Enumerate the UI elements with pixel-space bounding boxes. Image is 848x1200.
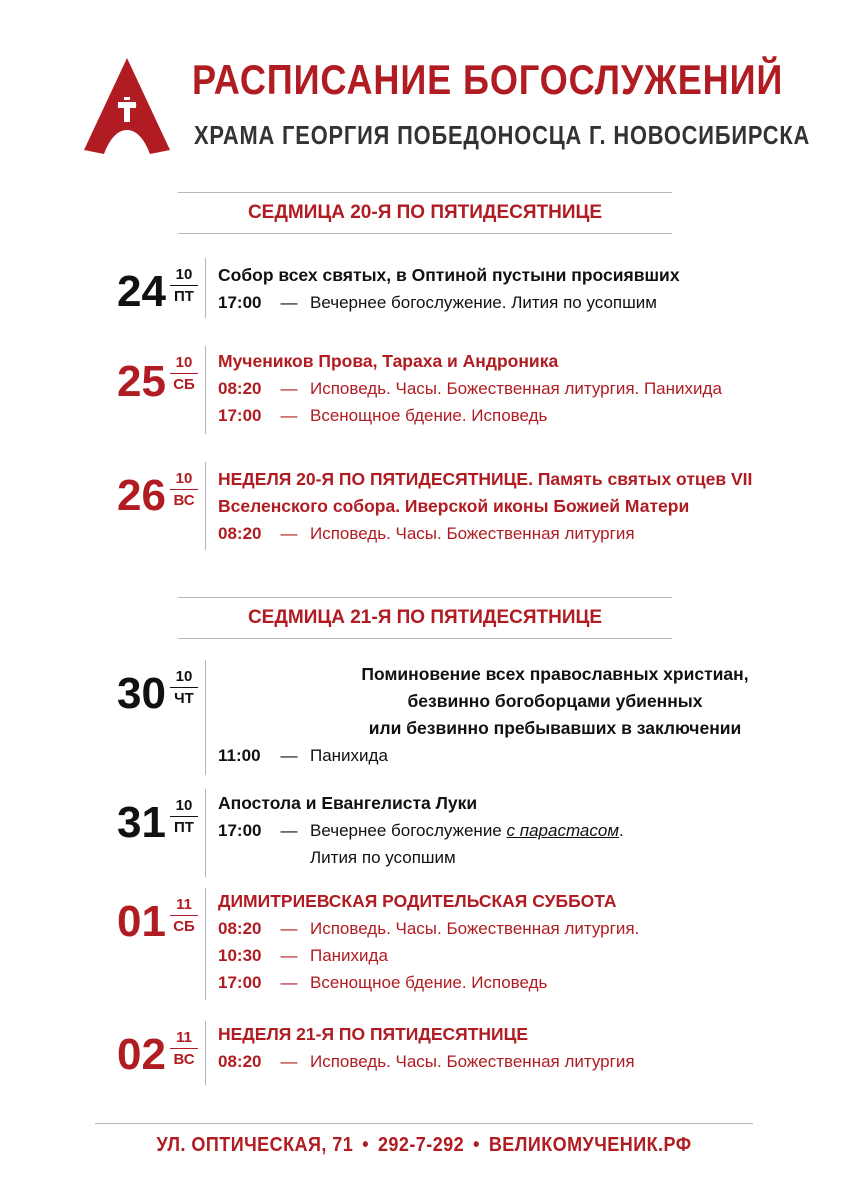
service-row bbox=[218, 969, 808, 996]
day-weekday: ВС bbox=[173, 492, 195, 509]
service-desc: Исповедь. Часы. Божественная литургия bbox=[310, 1052, 635, 1071]
footer-separator: • bbox=[473, 1134, 480, 1156]
service-time: 17:00 bbox=[218, 406, 262, 425]
service-desc-text: Вечернее богослужение bbox=[310, 821, 507, 840]
footer-address: УЛ. ОПТИЧЕСКАЯ, 71 bbox=[156, 1134, 354, 1156]
service-row bbox=[218, 375, 808, 402]
day-month: 11 bbox=[170, 1029, 198, 1049]
event-title-line: безвинно богоборцами убиенных bbox=[407, 691, 703, 711]
service-desc bbox=[310, 817, 808, 844]
service-time: 10:30 bbox=[218, 946, 262, 965]
service-desc: Исповедь. Часы. Божественная литургия. Панихида bbox=[310, 379, 722, 398]
divider bbox=[205, 789, 206, 877]
service-time: 11:00 bbox=[218, 746, 261, 765]
event-title-line: НЕДЕЛЯ 20-Я ПО ПЯТИДЕСЯТНИЦЕ. Память святых отцев VII bbox=[218, 469, 753, 489]
service-row bbox=[218, 817, 808, 844]
page-subtitle: ХРАМА ГЕОРГИЯ ПОБЕДОНОСЦА Г. НОВОСИБИРСКА bbox=[194, 120, 811, 150]
service-desc: Панихида bbox=[310, 746, 388, 765]
service-desc: Вечернее богослужение. Лития по усопшим bbox=[310, 293, 657, 312]
service-dash: — bbox=[280, 1052, 298, 1071]
service-row bbox=[218, 1048, 808, 1075]
event-title: Мучеников Прова, Тараха и Андроника bbox=[218, 351, 559, 371]
service-dash: — bbox=[280, 379, 298, 398]
service-dash: — bbox=[280, 946, 298, 965]
service-time: 08:20 bbox=[218, 379, 262, 398]
footer-contacts bbox=[42, 1134, 805, 1157]
day-number: 26 bbox=[117, 471, 166, 520]
day-month: 10 bbox=[170, 797, 198, 817]
divider bbox=[205, 258, 206, 318]
week-header: СЕДМИЦА 21-Я ПО ПЯТИДЕСЯТНИЦЕ bbox=[178, 597, 672, 639]
service-time: 08:20 bbox=[218, 524, 262, 543]
day-weekday: ПТ bbox=[174, 288, 194, 305]
day-number: 24 bbox=[117, 267, 166, 316]
page-title: РАСПИСАНИЕ БОГОСЛУЖЕНИЙ bbox=[192, 56, 784, 103]
day-weekday: ЧТ bbox=[174, 690, 194, 707]
event-title-line: или безвинно пребывавших в заключении bbox=[368, 718, 742, 738]
service-time: 17:00 bbox=[218, 973, 262, 992]
day-number: 31 bbox=[117, 798, 166, 847]
service-row bbox=[218, 520, 828, 547]
week-header: СЕДМИЦА 20-Я ПО ПЯТИДЕСЯТНИЦЕ bbox=[178, 192, 672, 234]
divider bbox=[205, 346, 206, 434]
service-desc: Панихида bbox=[310, 946, 388, 965]
service-dash: — bbox=[280, 973, 298, 992]
event-title-line: Поминовение всех православных христиан, bbox=[361, 664, 749, 684]
service-dash: — bbox=[280, 293, 298, 312]
service-desc-end: . bbox=[618, 821, 624, 840]
service-dash: — bbox=[280, 524, 298, 543]
day-month: 10 bbox=[170, 470, 198, 490]
day-number: 02 bbox=[117, 1030, 166, 1079]
event-title-line: Вселенского собора. Иверской иконы Божией Матери bbox=[218, 496, 690, 516]
service-desc: Лития по усопшим bbox=[310, 848, 456, 867]
day-month: 10 bbox=[170, 668, 198, 688]
footer-site-link[interactable]: ВЕЛИКОМУЧЕНИК.РФ bbox=[488, 1134, 692, 1156]
service-row bbox=[218, 844, 808, 871]
day-month: 10 bbox=[170, 354, 198, 374]
service-desc: Исповедь. Часы. Божественная литургия bbox=[310, 524, 635, 543]
divider bbox=[205, 888, 206, 1000]
service-row bbox=[218, 742, 808, 769]
service-row bbox=[218, 915, 808, 942]
service-row bbox=[218, 942, 808, 969]
event-title: НЕДЕЛЯ 21-Я ПО ПЯТИДЕСЯТНИЦЕ bbox=[218, 1024, 529, 1044]
day-weekday: СБ bbox=[173, 376, 195, 393]
footer-divider bbox=[95, 1123, 753, 1124]
day-month: 11 bbox=[170, 896, 198, 916]
event-title: Собор всех святых, в Оптиной пустыни просиявших bbox=[218, 265, 680, 285]
service-dash: — bbox=[280, 821, 298, 840]
divider bbox=[205, 462, 206, 550]
service-row bbox=[218, 402, 808, 429]
service-time: 17:00 bbox=[218, 293, 262, 312]
divider bbox=[205, 1021, 206, 1085]
day-number: 30 bbox=[117, 669, 166, 718]
event-title: Апостола и Евангелиста Луки bbox=[218, 793, 478, 813]
service-desc: Всенощное бдение. Исповедь bbox=[310, 973, 548, 992]
service-desc: Всенощное бдение. Исповедь bbox=[310, 406, 548, 425]
footer-separator: • bbox=[362, 1134, 369, 1156]
service-time: 08:20 bbox=[218, 919, 262, 938]
day-weekday: ВС bbox=[173, 1051, 195, 1068]
footer-phone[interactable]: 292-7-292 bbox=[377, 1134, 465, 1156]
service-time: 17:00 bbox=[218, 821, 262, 840]
day-number: 25 bbox=[117, 357, 166, 406]
day-month: 10 bbox=[170, 266, 198, 286]
service-desc-emphasis: с парастасом bbox=[506, 821, 619, 840]
day-number: 01 bbox=[117, 897, 166, 946]
event-title: ДИМИТРИЕВСКАЯ РОДИТЕЛЬСКАЯ СУББОТА bbox=[218, 891, 617, 911]
service-time: 08:20 bbox=[218, 1052, 262, 1071]
cross-arch-icon bbox=[84, 58, 170, 154]
service-dash: — bbox=[280, 919, 298, 938]
service-dash: — bbox=[280, 746, 298, 765]
service-row bbox=[218, 289, 808, 316]
service-dash: — bbox=[280, 406, 298, 425]
service-desc: Исповедь. Часы. Божественная литургия. bbox=[310, 919, 640, 938]
divider bbox=[205, 660, 206, 775]
day-weekday: СБ bbox=[173, 918, 195, 935]
day-weekday: ПТ bbox=[174, 819, 194, 836]
